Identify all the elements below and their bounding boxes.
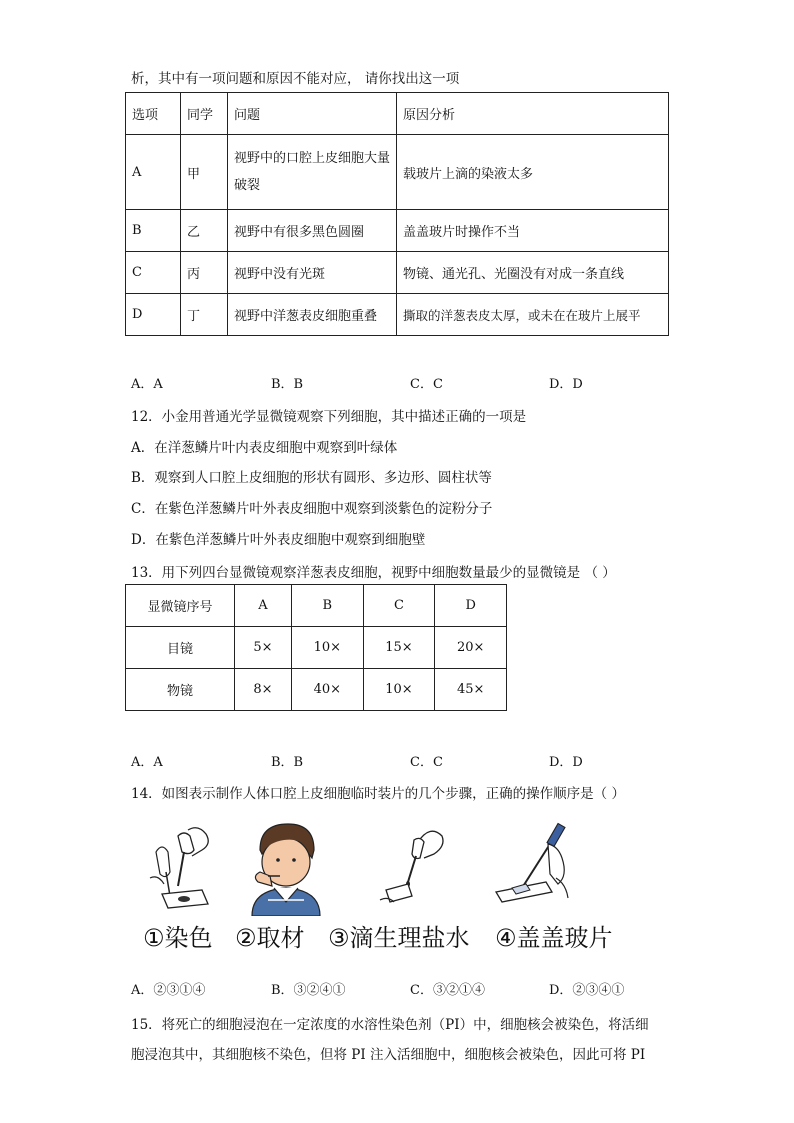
q15-line-2: 胞浸泡其中，其细胞核不染色，但将 PI 注入活细胞中，细胞核会被染色，因此可将 PI bbox=[131, 1047, 646, 1063]
table-header-cell: 显微镜序号 bbox=[126, 585, 235, 627]
table-cell: 撕取的洋葱表皮太厚，或未在在玻片上展平 bbox=[397, 294, 669, 336]
table-cell: 丁 bbox=[181, 294, 228, 336]
table-header-cell: 问题 bbox=[228, 93, 397, 135]
table-cell: B bbox=[126, 210, 181, 252]
table-row bbox=[126, 669, 507, 711]
table-cell: 视野中的口腔上皮细胞大量破裂 bbox=[228, 135, 397, 210]
table-row bbox=[126, 135, 669, 210]
q13-table bbox=[125, 584, 507, 711]
table-cell: A bbox=[126, 135, 181, 210]
table-header-cell: D bbox=[435, 585, 507, 627]
table-row bbox=[126, 627, 507, 669]
option-c[interactable]: C．③②①④ bbox=[410, 983, 485, 998]
table-cell: 目镜 bbox=[126, 627, 235, 669]
table-cell: 甲 bbox=[181, 135, 228, 210]
table-cell: 40× bbox=[292, 669, 364, 711]
table-cell: D bbox=[126, 294, 181, 336]
table-row bbox=[126, 252, 669, 294]
table-cell: 丙 bbox=[181, 252, 228, 294]
table-cell: 5× bbox=[235, 627, 292, 669]
option-a[interactable]: A．A bbox=[131, 377, 163, 392]
option-b[interactable]: B．B bbox=[271, 377, 304, 392]
option-c[interactable]: C．C bbox=[410, 377, 443, 392]
table-row bbox=[126, 294, 669, 336]
table-cell: 15× bbox=[363, 627, 435, 669]
step-label-coverslip: ④盖盖玻片 bbox=[495, 924, 613, 952]
staining-illustration bbox=[148, 822, 218, 914]
table-row bbox=[126, 210, 669, 252]
table-cell: 视野中洋葱表皮细胞重叠 bbox=[228, 294, 397, 336]
table-cell: 10× bbox=[292, 627, 364, 669]
table-header-row bbox=[126, 93, 669, 135]
q12-option-d[interactable]: D．在紫色洋葱鳞片叶外表皮细胞中观察到细胞壁 bbox=[131, 532, 426, 548]
table-cell: 45× bbox=[435, 669, 507, 711]
option-b[interactable]: B．③②④① bbox=[271, 983, 346, 998]
step-label-sampling: ②取材 bbox=[235, 924, 305, 952]
table-cell: 盖盖玻片时操作不当 bbox=[397, 210, 669, 252]
table-cell: 载玻片上滴的染液太多 bbox=[397, 135, 669, 210]
option-d[interactable]: D．②③④① bbox=[549, 983, 625, 998]
table-header-cell: 选项 bbox=[126, 93, 181, 135]
boy-sampling-illustration bbox=[238, 820, 328, 916]
table-cell: 乙 bbox=[181, 210, 228, 252]
q13-stem: 13．用下列四台显微镜观察洋葱表皮细胞，视野中细胞数量最少的显微镜是 （ ） bbox=[131, 565, 616, 581]
q14-stem: 14．如图表示制作人体口腔上皮细胞临时装片的几个步骤，正确的操作顺序是（ ） bbox=[131, 786, 625, 802]
table-cell: 视野中没有光斑 bbox=[228, 252, 397, 294]
table-cell: 物镜、通光孔、光圈没有对成一条直线 bbox=[397, 252, 669, 294]
table-header-cell: B bbox=[292, 585, 364, 627]
table-header-cell: 同学 bbox=[181, 93, 228, 135]
intro-line: 析，其中有一项问题和原因不能对应， 请你找出这一项 bbox=[131, 71, 460, 87]
option-a[interactable]: A．A bbox=[131, 755, 163, 770]
q12-stem: 12．小金用普通光学显微镜观察下列细胞，其中描述正确的一项是 bbox=[131, 409, 527, 425]
table-header-row bbox=[126, 585, 507, 627]
table-cell: 20× bbox=[435, 627, 507, 669]
table-header-cell: A bbox=[235, 585, 292, 627]
step-label-saline: ③滴生理盐水 bbox=[328, 924, 470, 952]
table-cell: 8× bbox=[235, 669, 292, 711]
cover-slip-illustration bbox=[490, 818, 576, 914]
q12-option-a[interactable]: A．在洋葱鳞片叶内表皮细胞中观察到叶绿体 bbox=[131, 440, 398, 456]
step-label-staining: ①染色 bbox=[143, 924, 213, 952]
option-b[interactable]: B．B bbox=[271, 755, 304, 770]
table-header-cell: C bbox=[363, 585, 435, 627]
option-d[interactable]: D．D bbox=[549, 755, 583, 770]
option-c[interactable]: C．C bbox=[410, 755, 443, 770]
table-header-cell: 原因分析 bbox=[397, 93, 669, 135]
q12-option-b[interactable]: B．观察到人口腔上皮细胞的形状有圆形、多边形、圆柱状等 bbox=[131, 470, 492, 486]
table-cell: 视野中有很多黑色圆圈 bbox=[228, 210, 397, 252]
table-cell: 物镜 bbox=[126, 669, 235, 711]
saline-drop-illustration bbox=[378, 820, 448, 916]
question-11-table bbox=[125, 92, 669, 336]
option-a[interactable]: A．②③①④ bbox=[131, 983, 206, 998]
option-d[interactable]: D．D bbox=[549, 377, 583, 392]
q15-line-1: 15．将死亡的细胞浸泡在一定浓度的水溶性染色剂（PI）中，细胞核会被染色，将活细 bbox=[131, 1017, 649, 1033]
q12-option-c[interactable]: C．在紫色洋葱鳞片叶外表皮细胞中观察到淡紫色的淀粉分子 bbox=[131, 501, 493, 517]
table-cell: C bbox=[126, 252, 181, 294]
table-cell: 10× bbox=[363, 669, 435, 711]
